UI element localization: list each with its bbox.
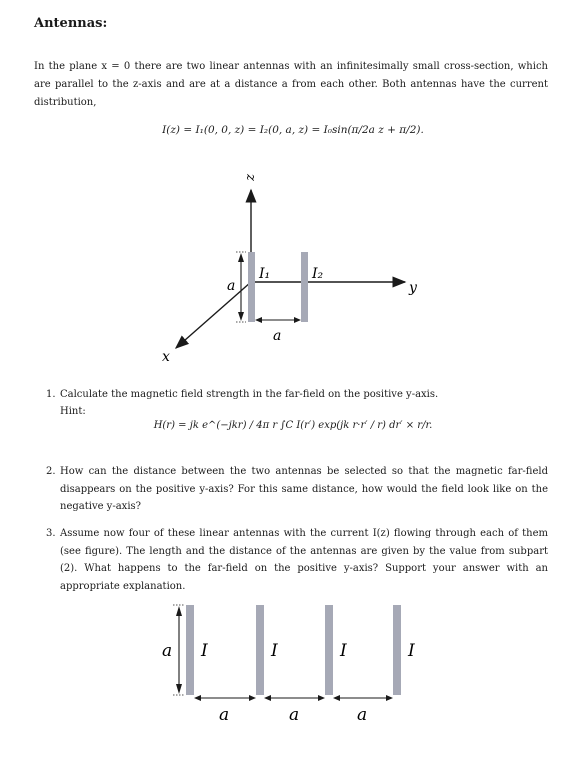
distance-label-cd: a	[357, 705, 368, 725]
current-label-i1: I₁	[259, 266, 271, 282]
length-label-1: a	[227, 278, 236, 294]
distance-label-ab: a	[219, 705, 230, 725]
current-distribution-equation: I(z) = I₁(0, 0, z) = I₂(0, a, z) = I₀sin(π/2a z + π/2).	[162, 124, 424, 136]
antenna-2	[301, 252, 308, 322]
question-2	[34, 463, 548, 516]
antenna-d	[393, 605, 401, 695]
antenna-c	[325, 605, 333, 695]
question-1	[34, 386, 548, 404]
distance-label-1: a	[273, 328, 282, 344]
question-text: Calculate the magnetic field strength in the far-field on the positive y-axis.	[60, 389, 439, 400]
current-label-b: I	[271, 641, 278, 661]
question-number: 3.	[46, 528, 56, 539]
current-label-d: I	[408, 641, 415, 661]
question-number: 1.	[46, 389, 56, 400]
question-3	[34, 525, 548, 595]
current-label-a: I	[201, 641, 208, 661]
z-axis-label: z	[243, 174, 258, 181]
length-label-2: a	[162, 641, 173, 661]
current-label-i2: I₂	[312, 266, 324, 282]
question-number: 2.	[46, 466, 56, 477]
current-label-c: I	[340, 641, 347, 661]
question-text: Assume now four of these linear antennas with the current I(z) flowing through each of them (see figure). The length and the distance of the antennas are given by the value from subpart (2). What happens to the far-field on the positive y-axis? Support your answer with an appropriate explanation.	[60, 528, 548, 592]
y-axis-label: y	[409, 280, 417, 296]
x-axis-label: x	[162, 349, 170, 365]
distance-label-bc: a	[289, 705, 300, 725]
far-field-hint-equation: H(r) = jk e^(−jkr) / 4π r ∫C I(r′) exp(jk r·r′ / r) dr′ × r/r.	[153, 420, 433, 431]
antenna-b	[256, 605, 264, 695]
problem-intro: In the plane x = 0 there are two linear antennas with an infinitesimally small cross-section, which are parallel to the z-axis and are at a distance a from each other. Both antennas have the current distribution,	[34, 61, 548, 108]
antenna-a	[186, 605, 194, 695]
question-text: How can the distance between the two antennas be selected so that the magnetic far-field disappears on the positive y-axis? For this same distance, how would the field look like on the negative y-axis?	[60, 466, 548, 512]
problem-title: Antennas:	[34, 16, 108, 31]
antenna-1	[248, 252, 255, 322]
hint-label: Hint:	[60, 406, 86, 417]
